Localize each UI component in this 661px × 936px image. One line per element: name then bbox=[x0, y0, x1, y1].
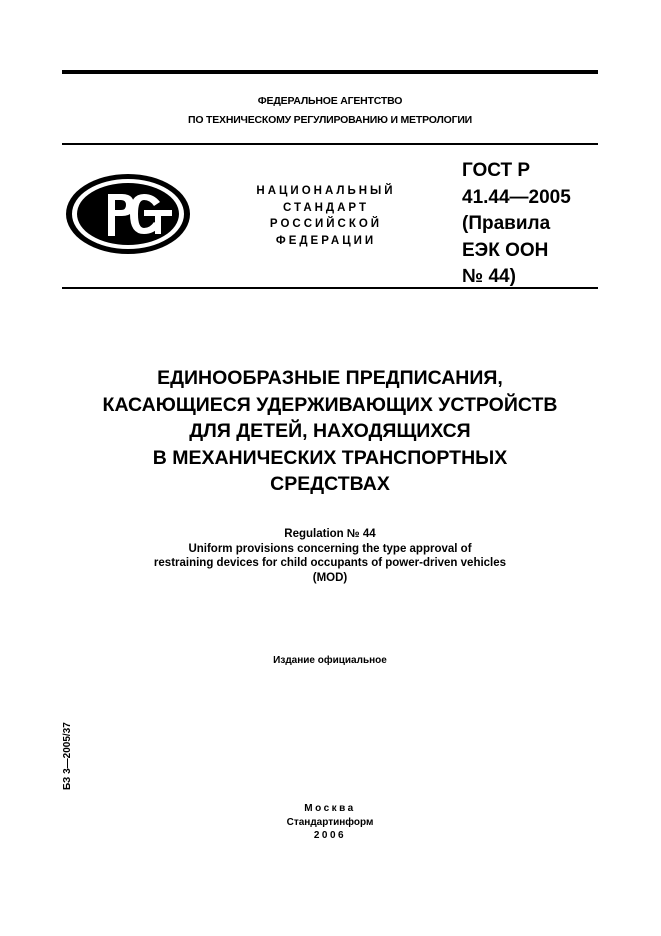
title-line-5: СРЕДСТВАХ bbox=[270, 473, 390, 495]
side-code: БЗ 3—2005/37 bbox=[62, 722, 73, 790]
designation-line-2: 41.44—2005 bbox=[462, 186, 571, 208]
imprint-year: 2006 bbox=[313, 830, 347, 841]
imprint bbox=[40, 802, 620, 843]
subtitle-line-2: Uniform provisions concerning the type approval of bbox=[188, 542, 472, 555]
document-title bbox=[40, 365, 620, 498]
standard-designation bbox=[462, 158, 597, 291]
subtitle-line-3: restraining devices for child occupants of power-driven vehicles bbox=[153, 557, 507, 569]
middle-rule bbox=[62, 143, 598, 145]
rst-mark-icon bbox=[64, 172, 192, 256]
standard-type bbox=[238, 183, 414, 249]
imprint-publisher: Стандартинформ bbox=[286, 816, 374, 828]
agency-header bbox=[62, 92, 598, 130]
agency-line-2: ПО ТЕХНИЧЕСКОМУ РЕГУЛИРОВАНИЮ И МЕТРОЛОГИИ bbox=[187, 114, 473, 126]
english-subtitle bbox=[40, 527, 620, 585]
standard-type-line-2: СТАНДАРТ bbox=[283, 201, 369, 214]
agency-line-1: ФЕДЕРАЛЬНОЕ АГЕНТСТВО bbox=[257, 95, 403, 107]
title-line-4: В МЕХАНИЧЕСКИХ ТРАНСПОРТНЫХ bbox=[152, 446, 508, 469]
designation-line-1: ГОСТ Р bbox=[462, 160, 531, 181]
bottom-rule bbox=[62, 287, 598, 289]
title-line-2: КАСАЮЩИЕСЯ УДЕРЖИВАЮЩИХ УСТРОЙСТВ bbox=[102, 393, 558, 416]
designation-line-4: ЕЭК ООН bbox=[462, 239, 549, 261]
standard-type-line-4: ФЕДЕРАЦИИ bbox=[275, 234, 377, 247]
designation-line-3: (Правила bbox=[462, 213, 551, 234]
designation-line-5: № 44) bbox=[462, 266, 516, 287]
subtitle-line-4: (MOD) bbox=[312, 571, 348, 584]
title-line-3: ДЛЯ ДЕТЕЙ, НАХОДЯЩИХСЯ bbox=[189, 420, 471, 442]
edition-note: Издание официальное bbox=[273, 655, 387, 666]
title-line-1: ЕДИНООБРАЗНЫЕ ПРЕДПИСАНИЯ, bbox=[157, 367, 503, 389]
standard-type-line-1: НАЦИОНАЛЬНЫЙ bbox=[256, 185, 396, 197]
imprint-city: Москва bbox=[304, 803, 356, 814]
top-rule bbox=[62, 70, 598, 74]
subtitle-line-1: Regulation № 44 bbox=[284, 528, 376, 540]
standard-type-line-3: РОССИЙСКОЙ bbox=[269, 218, 383, 230]
